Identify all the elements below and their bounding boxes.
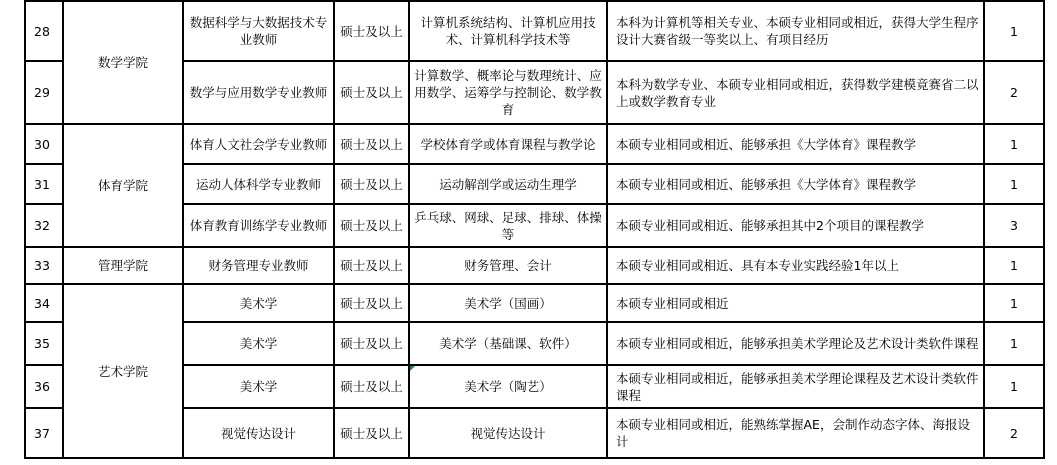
position-cell[interactable]: 数学与应用数学专业教师 <box>189 85 328 100</box>
count-cell[interactable]: 1 <box>1010 258 1018 273</box>
grid-line <box>182 203 1045 205</box>
grid-line <box>983 0 985 457</box>
college-cell[interactable]: 体育学院 <box>97 178 148 193</box>
row-number[interactable]: 28 <box>34 23 50 39</box>
grid-line <box>62 0 64 457</box>
grid-line <box>333 0 335 457</box>
position-cell[interactable]: 财务管理专业教师 <box>208 258 309 273</box>
position-cell[interactable]: 数据科学与大数据技术专业教师 <box>189 15 328 47</box>
major-cell[interactable]: 计算机系统结构、计算机应用技术、计算机科学技术等 <box>420 15 596 47</box>
requirement-cell[interactable]: 本硕专业相同或相近、能够承担《大学体育》课程教学 <box>616 176 917 192</box>
row-number[interactable]: 33 <box>34 258 50 273</box>
degree-cell[interactable]: 硕士及以上 <box>340 295 403 311</box>
count-cell[interactable]: 1 <box>1010 295 1018 311</box>
college-cell[interactable]: 艺术学院 <box>97 363 148 379</box>
grid-line <box>182 163 1045 165</box>
major-cell[interactable]: 乒乓球、网球、足球、排球、体操等 <box>414 209 602 242</box>
grid-line <box>24 457 1045 459</box>
position-cell[interactable]: 美术学 <box>239 336 278 351</box>
degree-cell[interactable]: 硕士及以上 <box>340 336 403 351</box>
grid-line <box>182 407 1045 409</box>
comment-marker-icon <box>410 366 415 371</box>
count-cell[interactable]: 1 <box>1010 336 1018 351</box>
major-cell[interactable]: 运动解剖学或运动生理学 <box>439 176 577 192</box>
grid-line <box>24 203 64 205</box>
position-cell[interactable]: 视觉传达设计 <box>220 425 296 441</box>
row-number[interactable]: 36 <box>34 379 50 394</box>
grid-line <box>24 407 64 409</box>
requirement-cell[interactable]: 本硕专业相同或相近、具有本专业实践经验1年以上 <box>616 258 899 273</box>
degree-cell[interactable]: 硕士及以上 <box>340 425 403 441</box>
degree-cell[interactable]: 硕士及以上 <box>340 136 403 152</box>
row-number[interactable]: 30 <box>34 136 50 152</box>
requirement-cell[interactable]: 本科为计算机等相关专业、本硕专业相同或相近，获得大学生程序设计大赛省级一等奖以上、有项目经历 <box>616 15 979 47</box>
grid-line <box>182 60 1045 62</box>
grid-line <box>182 364 1045 366</box>
count-cell[interactable]: 2 <box>1010 425 1018 441</box>
requirement-cell[interactable]: 本硕专业相同或相近、能够承担其中2个项目的课程教学 <box>616 218 924 233</box>
degree-cell[interactable]: 硕士及以上 <box>340 379 403 394</box>
major-cell[interactable]: 美术学（国画） <box>464 295 552 311</box>
row-number[interactable]: 37 <box>34 425 50 441</box>
grid-line <box>24 364 64 366</box>
row-number[interactable]: 35 <box>34 336 50 351</box>
grid-line <box>24 163 64 165</box>
grid-line <box>1043 0 1045 457</box>
degree-cell[interactable]: 硕士及以上 <box>340 23 403 39</box>
position-cell[interactable]: 运动人体科学专业教师 <box>195 176 321 192</box>
grid-line <box>24 283 1045 285</box>
grid-line <box>24 246 1045 248</box>
degree-cell[interactable]: 硕士及以上 <box>340 218 403 233</box>
degree-cell[interactable]: 硕士及以上 <box>340 258 403 273</box>
major-cell[interactable]: 学校体育学或体育课程与教学论 <box>420 136 596 152</box>
count-cell[interactable]: 2 <box>1010 85 1018 100</box>
major-cell[interactable]: 美术学（基础课、软件） <box>439 336 577 351</box>
requirement-cell[interactable]: 本硕专业相同或相近，能够承担美术学理论课程及艺术设计类软件课程 <box>616 370 979 403</box>
count-cell[interactable]: 1 <box>1010 176 1018 192</box>
position-cell[interactable]: 体育教育训练学专业教师 <box>189 218 328 233</box>
grid-line <box>182 321 1045 323</box>
major-cell[interactable]: 美术学（陶艺） <box>464 379 552 394</box>
position-cell[interactable]: 美术学 <box>239 295 278 311</box>
degree-cell[interactable]: 硕士及以上 <box>340 176 403 192</box>
major-cell[interactable]: 财务管理、会计 <box>464 258 552 273</box>
count-cell[interactable]: 1 <box>1010 136 1018 152</box>
grid-line <box>24 0 26 457</box>
position-cell[interactable]: 美术学 <box>239 379 278 394</box>
requirement-cell[interactable]: 本硕专业相同或相近、能够承担《大学体育》课程教学 <box>616 136 917 152</box>
degree-cell[interactable]: 硕士及以上 <box>340 85 403 100</box>
grid-line <box>24 60 64 62</box>
row-number[interactable]: 29 <box>34 85 50 100</box>
grid-line <box>24 0 1045 2</box>
major-cell[interactable]: 视觉传达设计 <box>470 425 546 441</box>
requirement-cell[interactable]: 本硕专业相同或相近 <box>616 295 729 311</box>
grid-line <box>408 0 410 457</box>
grid-line <box>24 123 1045 125</box>
college-cell[interactable]: 管理学院 <box>97 258 148 273</box>
position-cell[interactable]: 体育人文社会学专业教师 <box>189 136 328 152</box>
count-cell[interactable]: 3 <box>1010 218 1018 233</box>
row-number[interactable]: 31 <box>34 176 50 192</box>
count-cell[interactable]: 1 <box>1010 23 1018 39</box>
requirement-cell[interactable]: 本科为数学专业、本硕专业相同或相近，获得数学建模竟赛省二以上或数学教育专业 <box>616 76 979 109</box>
count-cell[interactable]: 1 <box>1010 379 1018 394</box>
major-cell[interactable]: 计算数学、概率论与数理统计、应用数学、运筹学与控制论、数学教育 <box>414 68 602 117</box>
grid-line <box>24 321 64 323</box>
requirement-cell[interactable]: 本硕专业相同或相近，能熟练掌握AE，会制作动态字体、海报设计 <box>616 417 970 449</box>
college-cell[interactable]: 数学学院 <box>97 55 148 70</box>
row-number[interactable]: 32 <box>34 218 50 233</box>
grid-line <box>606 0 608 457</box>
requirement-cell[interactable]: 本硕专业相同或相近，能够承担美术学理论及艺术设计类软件课程 <box>616 336 979 351</box>
grid-line <box>182 0 184 457</box>
row-number[interactable]: 34 <box>34 295 50 311</box>
